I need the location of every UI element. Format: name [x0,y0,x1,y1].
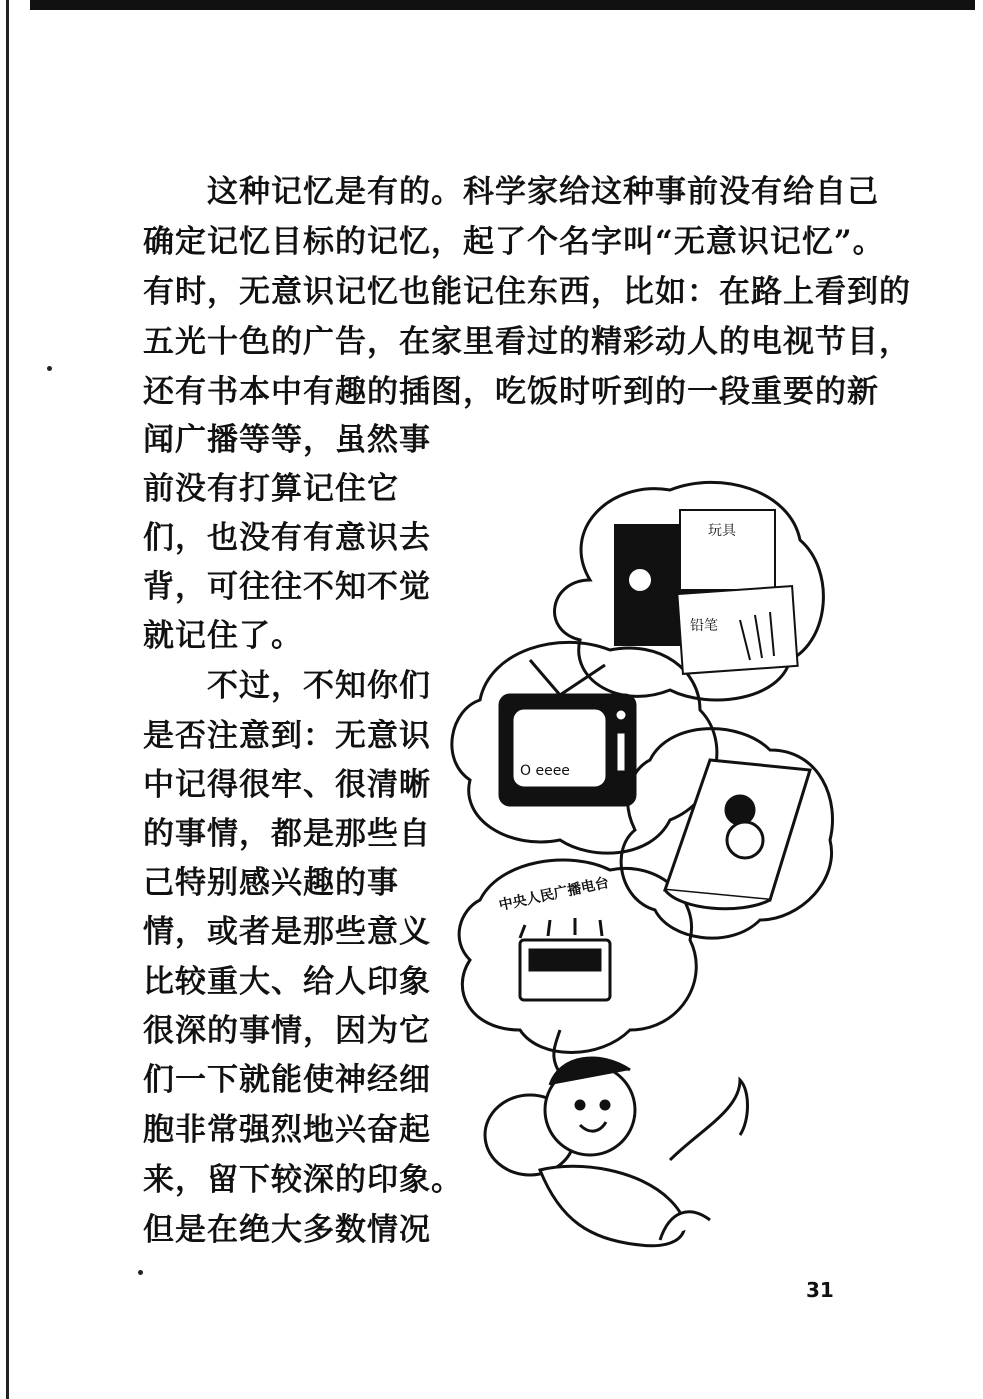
text-line: 胞非常强烈地兴奋起 [143,1112,431,1148]
text-line: 己特别感兴趣的事 [143,865,399,901]
radio-picture [497,874,610,1000]
text-line: 们一下就能使神经细 [143,1062,431,1098]
book-picture [665,760,810,909]
scan-speck [138,1270,143,1275]
poster-label-pencils: 铅笔 [690,618,718,634]
tv-screen-text: O eeee [520,763,570,779]
text-line: 确定记忆目标的记忆，起了个名字叫“无意识记忆”。 [143,224,885,260]
text-line: 还有书本中有趣的插图，吃饭时听到的一段重要的新 [143,374,879,410]
page-edge [6,0,9,1399]
radio-station-label: 中央人民广播电台 [497,874,611,914]
text-line: 来，留下较深的印象。 [143,1162,463,1198]
text-line: 有时，无意识记忆也能记住东西，比如：在路上看到的 [143,274,911,310]
daydreaming-boy-illustration [440,470,840,1260]
page-number: 31 [806,1278,834,1302]
text-line: 情，或者是那些意义 [143,914,431,950]
text-line: 是否注意到：无意识 [143,718,431,754]
text-line: 很深的事情，因为它 [143,1013,431,1049]
text-line: 五光十色的广告，在家里看过的精彩动人的电视节目， [143,324,911,360]
text-line: 们，也没有有意识去 [143,520,431,556]
scan-speck [47,366,52,371]
boy-lying-picture [485,1058,748,1246]
text-line: 前没有打算记住它 [143,471,399,507]
tv-picture [500,660,635,805]
text-line: 背，可往往不知不觉 [143,569,431,605]
text-line: 闻广播等等，虽然事 [143,422,431,458]
text-line: 这种记忆是有的。科学家给这种事前没有给自己 [143,174,879,210]
text-line: 中记得很牢、很清晰 [143,767,431,803]
text-line: 不过，不知你们 [143,668,431,704]
text-line: 比较重大、给人印象 [143,964,431,1000]
text-line: 但是在绝大多数情况 [143,1212,431,1248]
text-line: 就记住了。 [143,618,303,654]
top-border-rule [30,0,975,10]
text-line: 的事情，都是那些自 [143,816,431,852]
poster-label-toys: 玩具 [708,523,736,539]
